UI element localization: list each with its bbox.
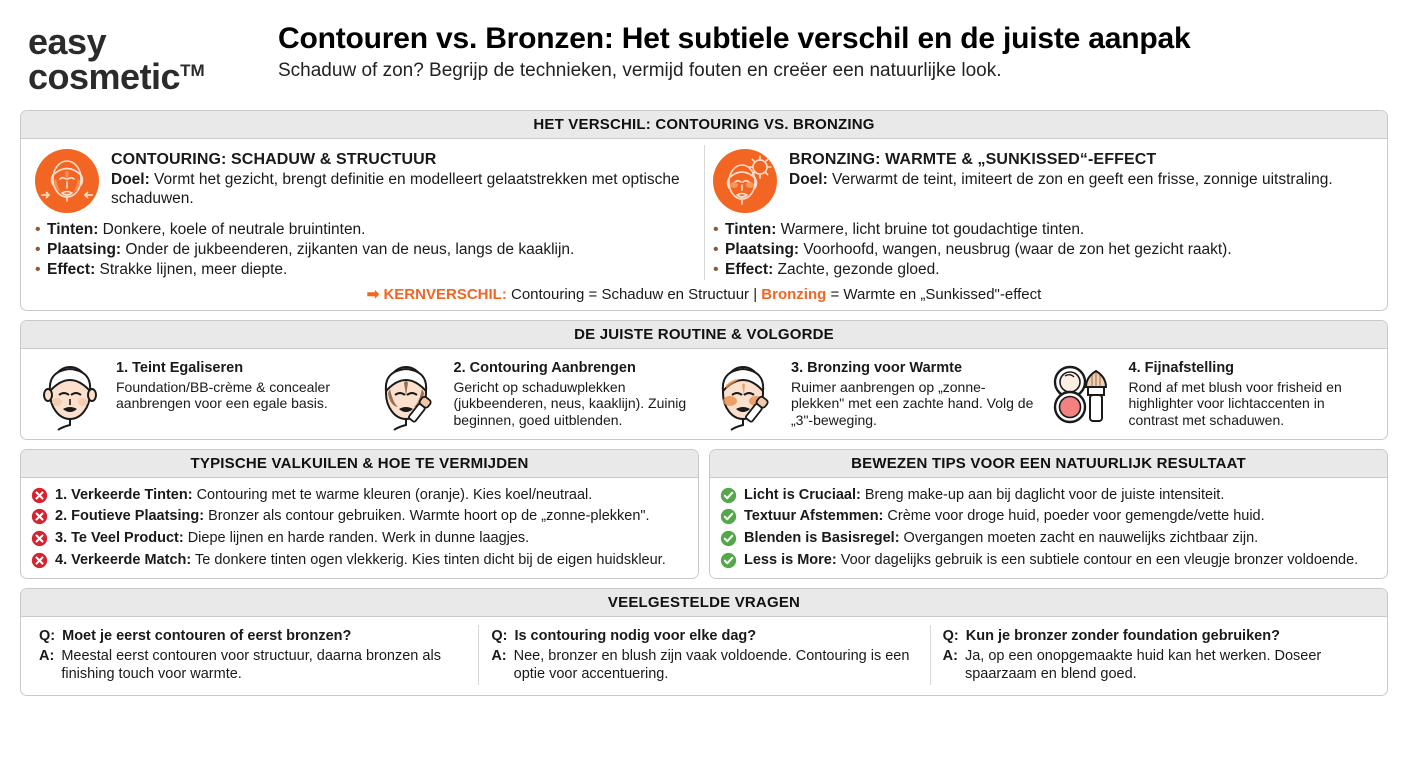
routine-step-1-desc: Foundation/BB-crème & concealer aanbrengen voor een egale basis. <box>116 378 330 412</box>
brand-logo <box>28 18 278 98</box>
tip-item-0-body: Breng make-up aan bij daglicht voor de juiste intensiteit. <box>860 486 1225 503</box>
contouring-goal <box>111 171 696 209</box>
face-foundation-icon <box>33 357 107 431</box>
pitfall-item-2-label: 3. Te Veel Product: <box>55 530 184 547</box>
success-icon <box>720 487 737 504</box>
key-difference-label: KERNVERSCHIL: <box>383 286 507 304</box>
contouring-title: CONTOURING: SCHADUW & STRUCTUUR <box>111 151 437 168</box>
bronzing-bullet-1 <box>713 240 1373 260</box>
faq-item-2 <box>930 625 1381 685</box>
routine-step-3-title: 3. Bronzing voor Warmte <box>791 360 963 377</box>
bronzing-title: BRONZING: WARMTE & „SUNKISSED“-EFFECT <box>789 151 1157 168</box>
faq-item-0-question: Moet je eerst contouren of eerst bronzen? <box>62 627 352 644</box>
section-difference <box>20 110 1388 311</box>
trademark-symbol: TM <box>180 61 205 81</box>
face-sun-icon <box>713 149 777 213</box>
section-tips <box>709 449 1388 578</box>
key-difference-part2: = Warmte en „Sunkissed"-effect <box>826 286 1042 304</box>
contouring-text <box>111 149 696 209</box>
bronzing-bullet-1-text: Voorhoofd, wangen, neusbrug (waar de zon het gezicht raakt). <box>799 241 1232 259</box>
routine-step-2-desc: Gericht op schaduwplekken (jukbeenderen, neus, kaaklijn). Zuinig beginnen, goed uitblenden. <box>453 378 687 428</box>
error-icon <box>31 487 48 504</box>
brand-line-1: easy <box>28 21 107 62</box>
section-faq-heading: VEELGESTELDE VRAGEN <box>21 589 1387 617</box>
contouring-bullet-0 <box>35 220 696 240</box>
pitfall-item-0-label: 1. Verkeerde Tinten: <box>55 486 193 503</box>
tip-item-2-text <box>744 529 1258 548</box>
faq-item-2-question-row <box>943 627 1369 645</box>
difference-columns <box>27 145 1381 280</box>
section-pitfalls-body <box>21 478 698 577</box>
error-icon <box>31 530 48 547</box>
section-tips-heading: BEWEZEN TIPS VOOR EEN NATUURLIJK RESULTAAT <box>710 450 1387 478</box>
pitfall-item-3-text <box>55 551 666 570</box>
face-contour-brush-icon <box>371 357 445 431</box>
pitfall-item-2 <box>31 528 688 550</box>
section-pitfalls <box>20 449 699 578</box>
faq-item-1 <box>478 625 929 685</box>
pitfall-item-0 <box>31 484 688 506</box>
tip-item-2-body: Overgangen moeten zacht en nauwelijks zichtbaar zijn. <box>899 530 1259 547</box>
contouring-bullet-2 <box>35 260 696 280</box>
routine-step-4 <box>1042 355 1380 433</box>
contouring-bullet-1-label: Plaatsing: <box>47 241 122 259</box>
routine-step-2-title: 2. Contouring Aanbrengen <box>453 360 636 377</box>
bronzing-goal <box>789 171 1373 190</box>
pitfall-item-1-label: 2. Foutieve Plaatsing: <box>55 508 205 525</box>
difference-column-contouring <box>27 145 704 280</box>
face-bronzer-brush-icon <box>708 357 782 431</box>
faq-a-label: A: <box>491 647 507 664</box>
routine-step-1-text <box>116 357 361 411</box>
page-header <box>20 0 1388 110</box>
pitfalls-tips-row <box>20 449 1388 578</box>
faq-columns <box>27 625 1381 685</box>
error-icon <box>31 552 48 569</box>
tip-item-3-text <box>744 551 1358 570</box>
bronzing-bullet-0 <box>713 220 1373 240</box>
section-faq-body <box>21 617 1387 695</box>
contouring-bullet-1 <box>35 240 696 260</box>
contouring-bullet-2-label: Effect: <box>47 261 96 279</box>
section-routine <box>20 320 1388 440</box>
faq-item-2-question: Kun je bronzer zonder foundation gebruiken? <box>965 627 1280 644</box>
tip-item-1-body: Crème voor droge huid, poeder voor gemengde/vette huid. <box>883 508 1265 525</box>
faq-a-label: A: <box>39 647 55 664</box>
bronzing-bullet-0-label: Tinten: <box>725 221 777 238</box>
contouring-goal-text: Vormt het gezicht, brengt definitie en modelleert gelaatstrekken met optische schaduwen. <box>111 171 680 208</box>
faq-item-2-answer-row <box>943 647 1369 683</box>
brand-line-2-text: cosmetic <box>28 56 181 98</box>
bronzing-bullet-2-label: Effect: <box>725 261 774 279</box>
header-titles <box>278 18 1190 82</box>
routine-step-1-title: 1. Teint Egaliseren <box>116 360 244 377</box>
pitfall-item-0-body: Contouring met te warme kleuren (oranje). Kies koel/neutraal. <box>192 486 593 503</box>
tip-item-3-label: Less is More: <box>744 551 837 568</box>
faq-item-1-answer-row <box>491 647 917 683</box>
bronzing-goal-label: Doel: <box>789 171 828 189</box>
contouring-bullet-0-text: Donkere, koele of neutrale bruintinten. <box>98 221 366 238</box>
routine-step-1 <box>29 355 367 433</box>
tip-item-1 <box>720 506 1377 528</box>
routine-step-3 <box>704 355 1042 433</box>
bronzing-intro <box>713 149 1373 213</box>
error-icon <box>31 508 48 525</box>
bronzing-bullet-1-label: Plaatsing: <box>725 241 800 259</box>
faq-item-0 <box>27 625 478 685</box>
key-difference-highlight: Bronzing <box>761 286 827 304</box>
section-pitfalls-heading: TYPISCHE VALKUILEN & HOE TE VERMIJDEN <box>21 450 698 478</box>
section-tips-body <box>710 478 1387 577</box>
contouring-bullet-2-text: Strakke lijnen, meer diepte. <box>95 261 288 279</box>
faq-q-label: Q: <box>491 627 508 644</box>
pitfall-item-2-body: Diepe lijnen en harde randen. Werk in dunne laagjes. <box>183 530 530 547</box>
bronzing-bullet-0-text: Warmere, licht bruine tot goudachtige tinten. <box>776 221 1085 238</box>
section-difference-body <box>21 139 1387 310</box>
key-difference-part1: Contouring = Schaduw en Structuur | <box>506 286 762 304</box>
tip-item-2 <box>720 528 1377 550</box>
faq-item-0-answer: Meestal eerst contouren voor structuur, daarna bronzen als finishing touch voor warmte. <box>61 647 441 682</box>
routine-step-4-desc: Rond af met blush voor frisheid en highlighter voor lichtaccenten in contrast met schaduwen. <box>1128 378 1342 428</box>
faq-item-0-answer-row <box>39 647 466 683</box>
tip-item-1-text <box>744 507 1265 526</box>
success-icon <box>720 552 737 569</box>
routine-steps <box>29 355 1379 433</box>
faq-q-label: Q: <box>942 627 959 644</box>
section-faq <box>20 588 1388 696</box>
faq-item-2-answer: Ja, op een onopgemaakte huid kan het werken. Doseer spaarzaam en blend goed. <box>964 647 1322 682</box>
faq-q-label: Q: <box>39 627 56 644</box>
bronzing-bullets <box>713 220 1373 280</box>
pitfall-item-3 <box>31 549 688 571</box>
tip-item-2-label: Blenden is Basisregel: <box>744 530 900 547</box>
pitfall-item-0-text <box>55 486 592 505</box>
brand-line-2 <box>28 56 205 98</box>
faq-item-0-question-row <box>39 627 466 645</box>
routine-step-3-text <box>791 357 1036 428</box>
difference-column-bronzing <box>704 145 1381 280</box>
pitfall-item-3-label: 4. Verkeerde Match: <box>55 551 192 568</box>
section-difference-heading: HET VERSCHIL: CONTOURING VS. BRONZING <box>21 111 1387 139</box>
faq-item-1-question-row <box>491 627 917 645</box>
blush-compact-brush-icon <box>1046 357 1120 431</box>
page-title: Contouren vs. Bronzen: Het subtiele verschil en de juiste aanpak <box>278 22 1191 55</box>
tip-item-0 <box>720 484 1377 506</box>
contouring-intro <box>35 149 696 213</box>
tip-item-1-label: Textuur Afstemmen: <box>744 508 884 525</box>
pitfall-item-1-text <box>55 507 650 526</box>
tip-item-0-label: Licht is Cruciaal: <box>744 486 861 503</box>
pitfall-item-1-body: Bronzer als contour gebruiken. Warmte hoort op de „zonne-plekken". <box>204 508 650 525</box>
page-subtitle: Schaduw of zon? Begrijp de technieken, vermijd fouten en creëer een natuurlijke look. <box>278 59 1002 81</box>
bronzing-bullet-2-text: Zachte, gezonde gloed. <box>773 261 940 279</box>
tip-item-3 <box>720 549 1377 571</box>
routine-step-4-text <box>1129 357 1374 428</box>
pitfall-item-2-text <box>55 529 529 548</box>
key-difference-line <box>27 280 1381 306</box>
bronzing-text <box>789 149 1373 190</box>
bronzing-goal-text: Verwarmt de teint, imiteert de zon en geeft een frisse, zonnige uitstraling. <box>827 171 1333 189</box>
face-contour-icon <box>35 149 99 213</box>
faq-a-label: A: <box>942 647 958 664</box>
success-icon <box>720 530 737 547</box>
arrow-right-icon: ➡ <box>366 286 380 304</box>
contouring-goal-label: Doel: <box>111 171 150 189</box>
section-routine-body <box>21 349 1387 439</box>
contouring-bullets <box>35 220 696 280</box>
contouring-bullet-1-text: Onder de jukbeenderen, zijkanten van de neus, langs de kaaklijn. <box>121 241 575 259</box>
pitfall-item-3-body: Te donkere tinten ogen vlekkerig. Kies tinten dicht bij de eigen huidskleur. <box>191 551 666 568</box>
success-icon <box>720 508 737 525</box>
bronzing-bullet-2 <box>713 260 1373 280</box>
tip-item-0-text <box>744 486 1224 505</box>
pitfall-item-1 <box>31 506 688 528</box>
routine-step-3-desc: Ruimer aanbrengen op „zonne-plekken" met een zachte hand. Volg de „3"-beweging. <box>791 378 1034 428</box>
faq-item-1-question: Is contouring nodig voor elke dag? <box>514 627 757 644</box>
routine-step-4-title: 4. Fijnafstelling <box>1128 360 1235 377</box>
routine-step-2-text <box>454 357 699 428</box>
routine-step-2 <box>367 355 705 433</box>
section-routine-heading: DE JUISTE ROUTINE & VOLGORDE <box>21 321 1387 349</box>
faq-item-1-answer: Nee, bronzer en blush zijn vaak voldoende. Contouring is een optie voor accentuering. <box>513 647 910 682</box>
contouring-bullet-0-label: Tinten: <box>47 221 99 238</box>
tip-item-3-body: Voor dagelijks gebruik is een subtiele contour en een vleugje bronzer voldoende. <box>836 551 1359 568</box>
